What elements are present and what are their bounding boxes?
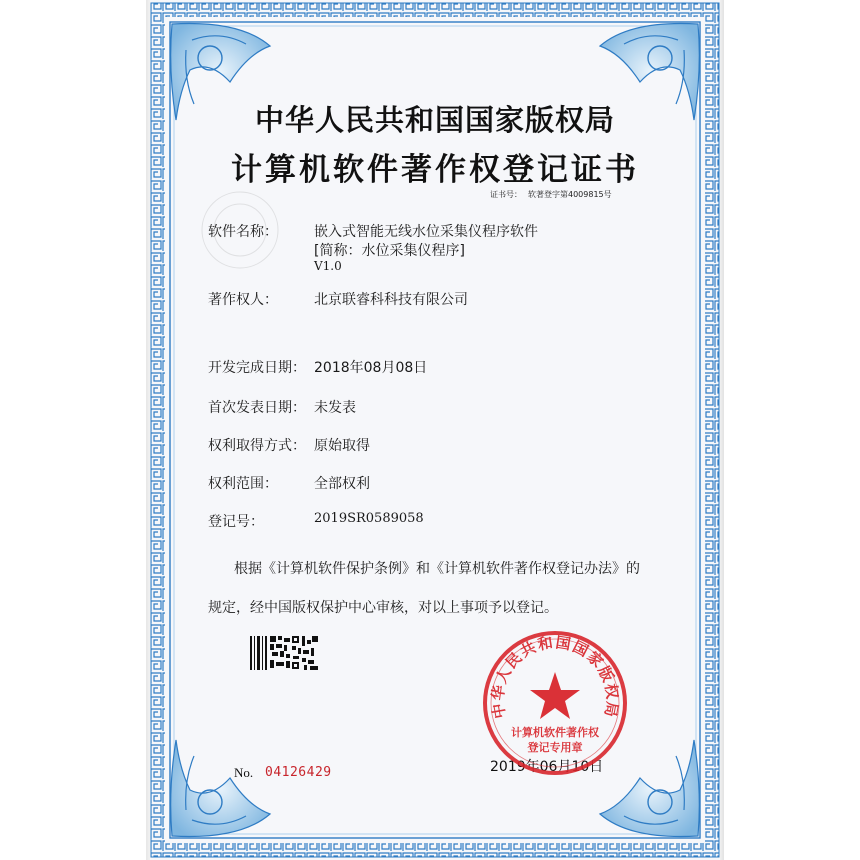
registration-no-label: 登记号： <box>208 514 264 530</box>
certificate-number-label: 证书号： <box>490 190 522 199</box>
certificate-number-value: 软著登字第4009815号 <box>528 190 612 199</box>
software-name-line1: 嵌入式智能无线水位采集仪程序软件 <box>314 224 538 240</box>
certificate-page <box>150 0 720 860</box>
barcode-image <box>250 636 318 670</box>
page-shadow-right <box>720 0 724 860</box>
svg-text:登记专用章: 登记专用章 <box>527 741 583 754</box>
copyright-owner-value: 北京联睿科科技有限公司 <box>314 292 468 308</box>
registration-no-value: 2019SR0589058 <box>314 511 424 526</box>
svg-text:中华人民共和国国家版权局: 中华人民共和国国家版权局 <box>488 633 622 720</box>
completion-date-value: 2018年08月08日 <box>314 360 428 376</box>
first-publication-value: 未发表 <box>314 400 356 416</box>
acquisition-method-value: 原始取得 <box>314 438 370 454</box>
first-publication-label: 首次发表日期： <box>208 400 306 416</box>
serial-number-label: No. <box>234 765 254 780</box>
certificate-title: 计算机软件著作权登记证书 <box>231 152 639 188</box>
software-name-label: 软件名称： <box>208 224 278 240</box>
svg-text:计算机软件著作权: 计算机软件著作权 <box>511 726 599 739</box>
completion-date-label: 开发完成日期： <box>208 360 306 376</box>
certificate-number <box>490 189 618 200</box>
legal-basis-line1: 根据《计算机软件保护条例》和《计算机软件著作权登记办法》的 <box>234 561 640 577</box>
legal-basis-line2: 规定，经中国版权保护中心审核，对以上事项予以登记。 <box>208 600 558 616</box>
corner-ornament-bl <box>171 740 270 837</box>
official-seal-stamp <box>480 628 630 778</box>
issuer-title: 中华人民共和国国家版权局 <box>254 103 615 137</box>
copyright-owner-label: 著作权人： <box>208 292 278 308</box>
software-name-line2: [简称：水位采集仪程序] <box>314 243 465 259</box>
scope-value: 全部权利 <box>314 476 370 492</box>
serial-number-value: 04126429 <box>265 765 332 780</box>
issue-date: 2019年06月10日 <box>490 759 604 775</box>
scope-label: 权利范围： <box>208 476 278 492</box>
acquisition-method-label: 权利取得方式： <box>208 438 306 454</box>
software-version: V1.0 <box>314 259 342 273</box>
